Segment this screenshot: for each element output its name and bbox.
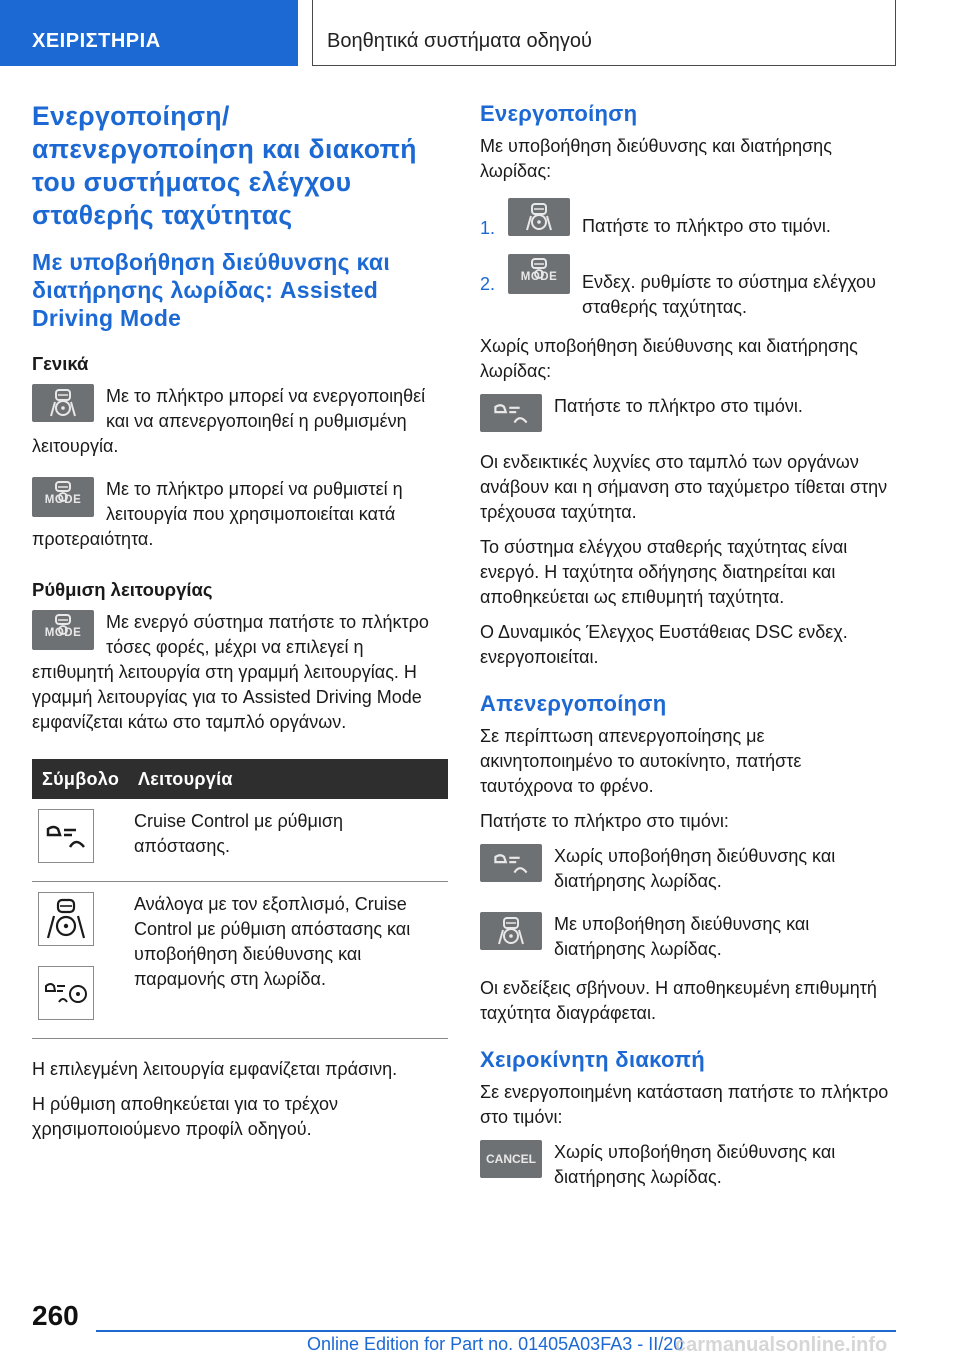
steering-assist-icon	[480, 912, 542, 950]
step-text: Πατήστε το πλήκτρο στο τιμόνι.	[582, 216, 831, 236]
table-header-row	[32, 759, 448, 799]
deactivation-option-1	[480, 844, 896, 894]
cruise-distance-icon	[480, 844, 542, 882]
header-divider	[312, 65, 896, 66]
step-2	[480, 254, 896, 320]
mode-label: MODE	[520, 271, 558, 283]
steering-lane-icon	[38, 892, 94, 946]
step-number: 1.	[480, 218, 496, 238]
edition-text: Online Edition for Part no. 01405A03FA3 - II/20	[307, 1334, 684, 1354]
cancel-label: CANCEL	[486, 1151, 536, 1166]
watermark-text: carmanualsonline.info	[675, 1334, 888, 1356]
step-number: 2.	[480, 274, 496, 294]
step-1	[480, 198, 896, 240]
interrupt-text: Σε ενεργοποιημένη κατάσταση πατήστε το πλήκτρο στο τιμόνι:	[480, 1082, 889, 1127]
col-header-function: Λειτουργία	[128, 759, 448, 799]
footer-divider	[96, 1330, 896, 1332]
right-column	[480, 100, 896, 1200]
cancel-icon	[480, 1140, 542, 1178]
general-heading: Γενικά	[32, 353, 89, 374]
symbol-cell	[32, 882, 128, 1039]
steering-assist-icon	[508, 198, 570, 236]
cruise-distance-icon	[38, 809, 94, 863]
setting-heading: Ρύθμιση λειτουργίας	[32, 579, 213, 600]
table-row	[32, 799, 448, 882]
function-cell: Ανάλογα με τον εξοπλισμό, Cruise Control με ρύθμιση απόστασης και υποβοήθηση διεύθυνσης και παραμονής στη λωρίδα.	[128, 882, 448, 1039]
dsc-text: Ο Δυναμικός Έλεγχος Ευστάθειας DSC ενδεχ. ενεργοποιείται.	[480, 622, 848, 667]
section-tab: ΧΕΙΡΙΣΤΗΡΙΑ	[0, 0, 298, 66]
profile-text: Η ρύθμιση αποθηκεύεται για το τρέχον χρησιμοποιούμενο προφίλ οδηγού.	[32, 1094, 338, 1139]
mode-icon	[32, 610, 94, 650]
activation-intro: Με υποβοήθηση διεύθυνσης και διατήρησης λωρίδας:	[480, 136, 832, 181]
deactivation-option-1-text: Χωρίς υποβοήθηση διεύθυνσης και διατήρησης λωρίδας.	[554, 846, 836, 891]
mode-label: MODE	[44, 494, 82, 506]
without-assist-intro: Χωρίς υποβοήθηση διεύθυνσης και διατήρησης λωρίδας:	[480, 336, 858, 381]
interrupt-option-text: Χωρίς υποβοήθηση διεύθυνσης και διατήρησης λωρίδας.	[554, 1142, 836, 1187]
function-cell: Cruise Control με ρύθμιση απόστασης.	[128, 799, 448, 882]
deactivation-heading: Απενεργοποίηση	[480, 691, 667, 716]
deactivation-option-2-text: Με υποβοήθηση διεύθυνσης και διατήρησης λωρίδας.	[554, 914, 810, 959]
symbol-table	[32, 759, 448, 1039]
general-paragraph-1	[32, 384, 448, 459]
mode-label: MODE	[44, 627, 82, 639]
page-header	[0, 0, 960, 66]
table-row	[32, 882, 448, 1039]
deactivation-text-3: Οι ενδείξεις σβήνουν. Η αποθηκευμένη επιθυμητή ταχύτητα διαγράφεται.	[480, 978, 877, 1023]
page-title: Ενεργοποίηση/απενεργοποίηση και διακοπή του συστήματος ελέγχου σταθερής ταχύτητας	[32, 101, 417, 230]
col-header-symbol: Σύμβολο	[32, 759, 128, 799]
steering-assist-icon	[32, 384, 94, 422]
setting-text: Με ενεργό σύστημα πατήστε το πλήκτρο τόσες φορές, μέχρι να επιλεγεί η επιθυμητή λειτουργία στη γραμμή λειτουργίας. Η γραμμή λειτουργίας για το Assisted Driving Mode εμφανίζεται κάτω στο ταμπλό οργάνων.	[32, 612, 429, 732]
cruise-distance-icon	[480, 394, 542, 432]
deactivation-option-2	[480, 912, 896, 962]
page-number: 260	[32, 1300, 79, 1331]
mode-icon	[508, 254, 570, 294]
selected-mode-text: Η επιλεγμένη λειτουργία εμφανίζεται πράσινη.	[32, 1059, 398, 1079]
without-assist-step	[480, 394, 896, 436]
activation-steps	[480, 198, 896, 320]
general-paragraph-2	[32, 477, 448, 552]
deactivation-text-1: Σε περίπτωση απενεργοποίησης με ακινητοποιημένο το αυτοκίνητο, πατήστε ταυτόχρονα το φρένο.	[480, 726, 802, 796]
activation-heading: Ενεργοποίηση	[480, 101, 638, 126]
indicator-lights-text: Οι ενδεικτικές λυχνίες στο ταμπλό των οργάνων ανάβουν και η σήμανση στο ταχύμετρο τίθεται στην τρέχουσα ταχύτητα.	[480, 452, 888, 522]
without-assist-text: Πατήστε το πλήκτρο στο τιμόνι.	[554, 396, 803, 416]
left-column	[32, 100, 448, 1152]
deactivation-text-2: Πατήστε το πλήκτρο στο τιμόνι:	[480, 811, 729, 831]
symbol-cell	[32, 799, 128, 882]
interrupt-option	[480, 1140, 896, 1190]
general-text-1: Με το πλήκτρο μπορεί να ενεργοποιηθεί και να απενεργοποιηθεί η ρυθμισμένη λειτουργία.	[32, 386, 426, 456]
interrupt-heading: Χειροκίνητη διακοπή	[480, 1047, 706, 1072]
general-text-2: Με το πλήκτρο μπορεί να ρυθμιστεί η λειτουργία που χρησιμοποιείται κατά προτεραιότητα.	[32, 479, 403, 549]
system-active-text: Το σύστημα ελέγχου σταθερής ταχύτητας είναι ενεργό. Η ταχύτητα οδήγησης διατηρείται και αποθηκεύεται ως επιθυμητή ταχύτητα.	[480, 537, 848, 607]
step-text: Ενδεχ. ρυθμίστε το σύστημα ελέγχου σταθερής ταχύτητας.	[582, 272, 876, 317]
setting-paragraph	[32, 610, 448, 735]
section-subtitle: Με υποβοήθηση διεύθυνσης και διατήρησης λωρίδας: Assisted Driving Mode	[32, 249, 391, 331]
cruise-steering-icon	[38, 966, 94, 1020]
chapter-title: Βοηθητικά συστήματα οδηγού	[312, 0, 896, 66]
mode-icon	[32, 477, 94, 517]
